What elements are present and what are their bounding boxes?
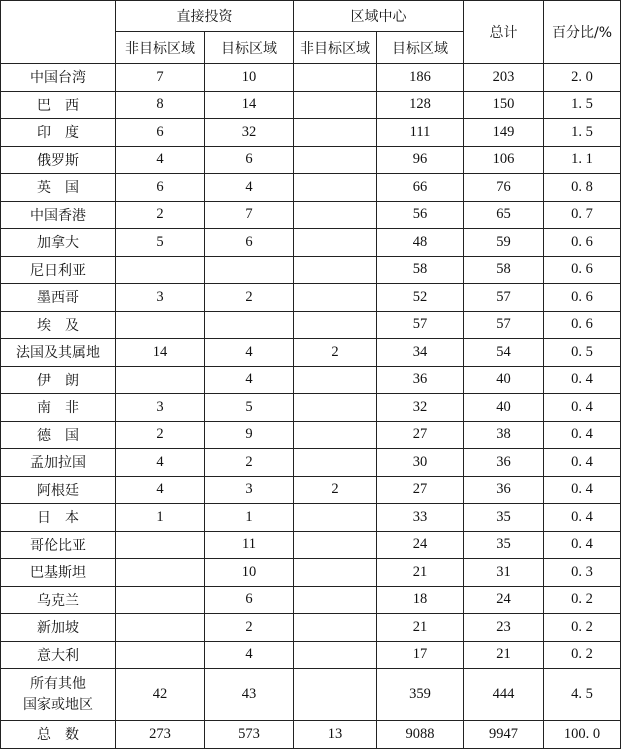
direct-target-value: 32 — [205, 119, 294, 147]
regional-target-value: 24 — [377, 531, 464, 559]
total-value: 58 — [464, 256, 544, 284]
direct-non-target-value: 3 — [116, 284, 205, 312]
total-value: 65 — [464, 201, 544, 229]
country-name: 德 国 — [1, 421, 116, 449]
direct-target-value: 4 — [205, 366, 294, 394]
regional-target-value: 30 — [377, 449, 464, 477]
regional-non-target-value — [294, 91, 377, 119]
direct-non-target-value: 8 — [116, 91, 205, 119]
header-di-target: 目标区域 — [205, 32, 294, 64]
other-countries-row — [1, 669, 621, 721]
percentage-value: 0. 4 — [544, 476, 621, 504]
total-value: 59 — [464, 229, 544, 257]
direct-non-target-value — [116, 531, 205, 559]
regional-non-target-value — [294, 366, 377, 394]
country-name: 乌克兰 — [1, 586, 116, 614]
percentage-value: 0. 7 — [544, 201, 621, 229]
direct-non-target-value: 3 — [116, 394, 205, 422]
regional-target-value: 66 — [377, 174, 464, 202]
regional-non-target-value — [294, 559, 377, 587]
regional-non-target-value — [294, 394, 377, 422]
table-row — [1, 174, 621, 202]
direct-non-target-value — [116, 614, 205, 642]
percentage-value: 0. 4 — [544, 421, 621, 449]
direct-non-target-value — [116, 586, 205, 614]
percentage-value: 1. 5 — [544, 91, 621, 119]
table-row — [1, 229, 621, 257]
total-value: 76 — [464, 174, 544, 202]
percentage-value: 0. 2 — [544, 641, 621, 669]
total-value: 444 — [464, 669, 544, 721]
total-value: 9947 — [464, 721, 544, 749]
total-value: 36 — [464, 476, 544, 504]
direct-target-value: 4 — [205, 641, 294, 669]
other-countries-name — [1, 669, 116, 721]
direct-target-value: 4 — [205, 339, 294, 367]
table-row — [1, 339, 621, 367]
direct-target-value: 2 — [205, 284, 294, 312]
table-row — [1, 366, 621, 394]
regional-target-value: 32 — [377, 394, 464, 422]
total-value: 150 — [464, 91, 544, 119]
direct-target-value: 2 — [205, 614, 294, 642]
other-name-line1: 所有其他 — [30, 675, 86, 692]
regional-non-target-value — [294, 119, 377, 147]
direct-target-value: 9 — [205, 421, 294, 449]
country-name: 孟加拉国 — [1, 449, 116, 477]
percentage-value: 0. 6 — [544, 284, 621, 312]
total-value: 106 — [464, 146, 544, 174]
country-name: 巴基斯坦 — [1, 559, 116, 587]
regional-target-value: 96 — [377, 146, 464, 174]
header-regional-center: 区域中心 — [294, 1, 464, 32]
table-row — [1, 641, 621, 669]
regional-target-value: 34 — [377, 339, 464, 367]
table-row — [1, 201, 621, 229]
regional-target-value: 48 — [377, 229, 464, 257]
direct-target-value: 6 — [205, 146, 294, 174]
percentage-value: 0. 4 — [544, 366, 621, 394]
percentage-value: 0. 8 — [544, 174, 621, 202]
total-value: 35 — [464, 531, 544, 559]
direct-non-target-value — [116, 311, 205, 339]
direct-target-value: 10 — [205, 559, 294, 587]
direct-non-target-value — [116, 641, 205, 669]
total-value: 24 — [464, 586, 544, 614]
header-direct-investment: 直接投资 — [116, 1, 294, 32]
regional-target-value: 21 — [377, 559, 464, 587]
percentage-value: 4. 5 — [544, 669, 621, 721]
table-row — [1, 146, 621, 174]
regional-target-value: 186 — [377, 64, 464, 92]
percentage-value: 0. 6 — [544, 311, 621, 339]
country-name: 意大利 — [1, 641, 116, 669]
percentage-value: 0. 4 — [544, 531, 621, 559]
regional-non-target-value — [294, 449, 377, 477]
regional-target-value: 58 — [377, 256, 464, 284]
direct-non-target-value: 5 — [116, 229, 205, 257]
direct-target-value: 1 — [205, 504, 294, 532]
regional-target-value: 36 — [377, 366, 464, 394]
percentage-value: 1. 5 — [544, 119, 621, 147]
regional-target-value: 9088 — [377, 721, 464, 749]
table-row — [1, 531, 621, 559]
regional-target-value: 21 — [377, 614, 464, 642]
regional-target-value: 17 — [377, 641, 464, 669]
direct-non-target-value: 6 — [116, 119, 205, 147]
grand-total-label: 总 数 — [1, 721, 116, 749]
regional-non-target-value: 2 — [294, 476, 377, 504]
total-value: 35 — [464, 504, 544, 532]
total-value: 36 — [464, 449, 544, 477]
grand-total-row — [1, 721, 621, 749]
table-row — [1, 421, 621, 449]
direct-target-value: 4 — [205, 174, 294, 202]
direct-target-value: 5 — [205, 394, 294, 422]
country-name: 阿根廷 — [1, 476, 116, 504]
total-value: 149 — [464, 119, 544, 147]
percentage-value: 0. 3 — [544, 559, 621, 587]
country-name: 巴 西 — [1, 91, 116, 119]
direct-target-value: 7 — [205, 201, 294, 229]
table-row — [1, 311, 621, 339]
direct-target-value: 14 — [205, 91, 294, 119]
total-value: 57 — [464, 284, 544, 312]
country-name: 加拿大 — [1, 229, 116, 257]
country-name: 南 非 — [1, 394, 116, 422]
regional-target-value: 359 — [377, 669, 464, 721]
direct-non-target-value: 6 — [116, 174, 205, 202]
corner-cell — [1, 1, 116, 64]
direct-non-target-value: 4 — [116, 146, 205, 174]
percentage-value: 0. 6 — [544, 229, 621, 257]
country-name: 英 国 — [1, 174, 116, 202]
table-row — [1, 614, 621, 642]
regional-target-value: 56 — [377, 201, 464, 229]
country-name: 中国台湾 — [1, 64, 116, 92]
regional-target-value: 57 — [377, 311, 464, 339]
total-value: 38 — [464, 421, 544, 449]
table-row — [1, 394, 621, 422]
header-percentage: 百分比/% — [544, 1, 621, 64]
regional-non-target-value — [294, 174, 377, 202]
table-header — [1, 1, 621, 64]
direct-target-value: 11 — [205, 531, 294, 559]
percentage-value: 0. 5 — [544, 339, 621, 367]
total-value: 23 — [464, 614, 544, 642]
table-row — [1, 256, 621, 284]
regional-non-target-value — [294, 311, 377, 339]
regional-non-target-value — [294, 229, 377, 257]
direct-non-target-value: 2 — [116, 421, 205, 449]
percentage-value: 0. 4 — [544, 449, 621, 477]
percentage-value: 0. 6 — [544, 256, 621, 284]
regional-non-target-value: 2 — [294, 339, 377, 367]
regional-non-target-value — [294, 284, 377, 312]
country-name: 日 本 — [1, 504, 116, 532]
regional-non-target-value — [294, 201, 377, 229]
country-name: 墨西哥 — [1, 284, 116, 312]
regional-non-target-value — [294, 504, 377, 532]
direct-target-value — [205, 311, 294, 339]
other-name-line2: 国家或地区 — [23, 696, 93, 713]
table-row — [1, 504, 621, 532]
direct-target-value — [205, 256, 294, 284]
header-di-non-target: 非目标区域 — [116, 32, 205, 64]
table-row — [1, 64, 621, 92]
table-body — [1, 64, 621, 749]
direct-non-target-value: 7 — [116, 64, 205, 92]
total-value: 21 — [464, 641, 544, 669]
regional-non-target-value — [294, 146, 377, 174]
regional-target-value: 27 — [377, 476, 464, 504]
total-value: 57 — [464, 311, 544, 339]
regional-non-target-value — [294, 614, 377, 642]
table-row — [1, 476, 621, 504]
direct-non-target-value — [116, 256, 205, 284]
regional-non-target-value — [294, 421, 377, 449]
percentage-value: 0. 4 — [544, 504, 621, 532]
direct-non-target-value: 4 — [116, 476, 205, 504]
table-row — [1, 284, 621, 312]
country-name: 俄罗斯 — [1, 146, 116, 174]
percentage-value: 0. 4 — [544, 394, 621, 422]
table-row — [1, 559, 621, 587]
percentage-value: 0. 2 — [544, 614, 621, 642]
regional-non-target-value — [294, 64, 377, 92]
percentage-value: 0. 2 — [544, 586, 621, 614]
country-name: 埃 及 — [1, 311, 116, 339]
direct-non-target-value: 273 — [116, 721, 205, 749]
direct-non-target-value: 2 — [116, 201, 205, 229]
regional-non-target-value — [294, 531, 377, 559]
table-row — [1, 91, 621, 119]
direct-non-target-value: 4 — [116, 449, 205, 477]
total-value: 40 — [464, 394, 544, 422]
direct-non-target-value: 14 — [116, 339, 205, 367]
total-value: 54 — [464, 339, 544, 367]
header-total: 总计 — [464, 1, 544, 64]
total-value: 203 — [464, 64, 544, 92]
percentage-value: 100. 0 — [544, 721, 621, 749]
regional-non-target-value: 13 — [294, 721, 377, 749]
percentage-value: 2. 0 — [544, 64, 621, 92]
regional-target-value: 52 — [377, 284, 464, 312]
direct-target-value: 2 — [205, 449, 294, 477]
direct-target-value: 573 — [205, 721, 294, 749]
country-name: 法国及其属地 — [1, 339, 116, 367]
total-value: 40 — [464, 366, 544, 394]
total-value: 31 — [464, 559, 544, 587]
table-row — [1, 119, 621, 147]
direct-non-target-value — [116, 366, 205, 394]
direct-non-target-value: 1 — [116, 504, 205, 532]
regional-non-target-value — [294, 669, 377, 721]
table-row — [1, 586, 621, 614]
direct-target-value: 10 — [205, 64, 294, 92]
header-rc-non-target: 非目标区域 — [294, 32, 377, 64]
regional-target-value: 33 — [377, 504, 464, 532]
regional-target-value: 128 — [377, 91, 464, 119]
country-name: 伊 朗 — [1, 366, 116, 394]
percentage-value: 1. 1 — [544, 146, 621, 174]
direct-target-value: 6 — [205, 229, 294, 257]
country-name: 尼日利亚 — [1, 256, 116, 284]
regional-target-value: 18 — [377, 586, 464, 614]
direct-non-target-value: 42 — [116, 669, 205, 721]
country-name: 新加坡 — [1, 614, 116, 642]
regional-non-target-value — [294, 586, 377, 614]
regional-non-target-value — [294, 256, 377, 284]
country-name: 印 度 — [1, 119, 116, 147]
regional-target-value: 111 — [377, 119, 464, 147]
header-rc-target: 目标区域 — [377, 32, 464, 64]
country-name: 哥伦比亚 — [1, 531, 116, 559]
country-name: 中国香港 — [1, 201, 116, 229]
direct-target-value: 3 — [205, 476, 294, 504]
regional-target-value: 27 — [377, 421, 464, 449]
direct-target-value: 6 — [205, 586, 294, 614]
table-row — [1, 449, 621, 477]
direct-target-value: 43 — [205, 669, 294, 721]
direct-non-target-value — [116, 559, 205, 587]
regional-non-target-value — [294, 641, 377, 669]
